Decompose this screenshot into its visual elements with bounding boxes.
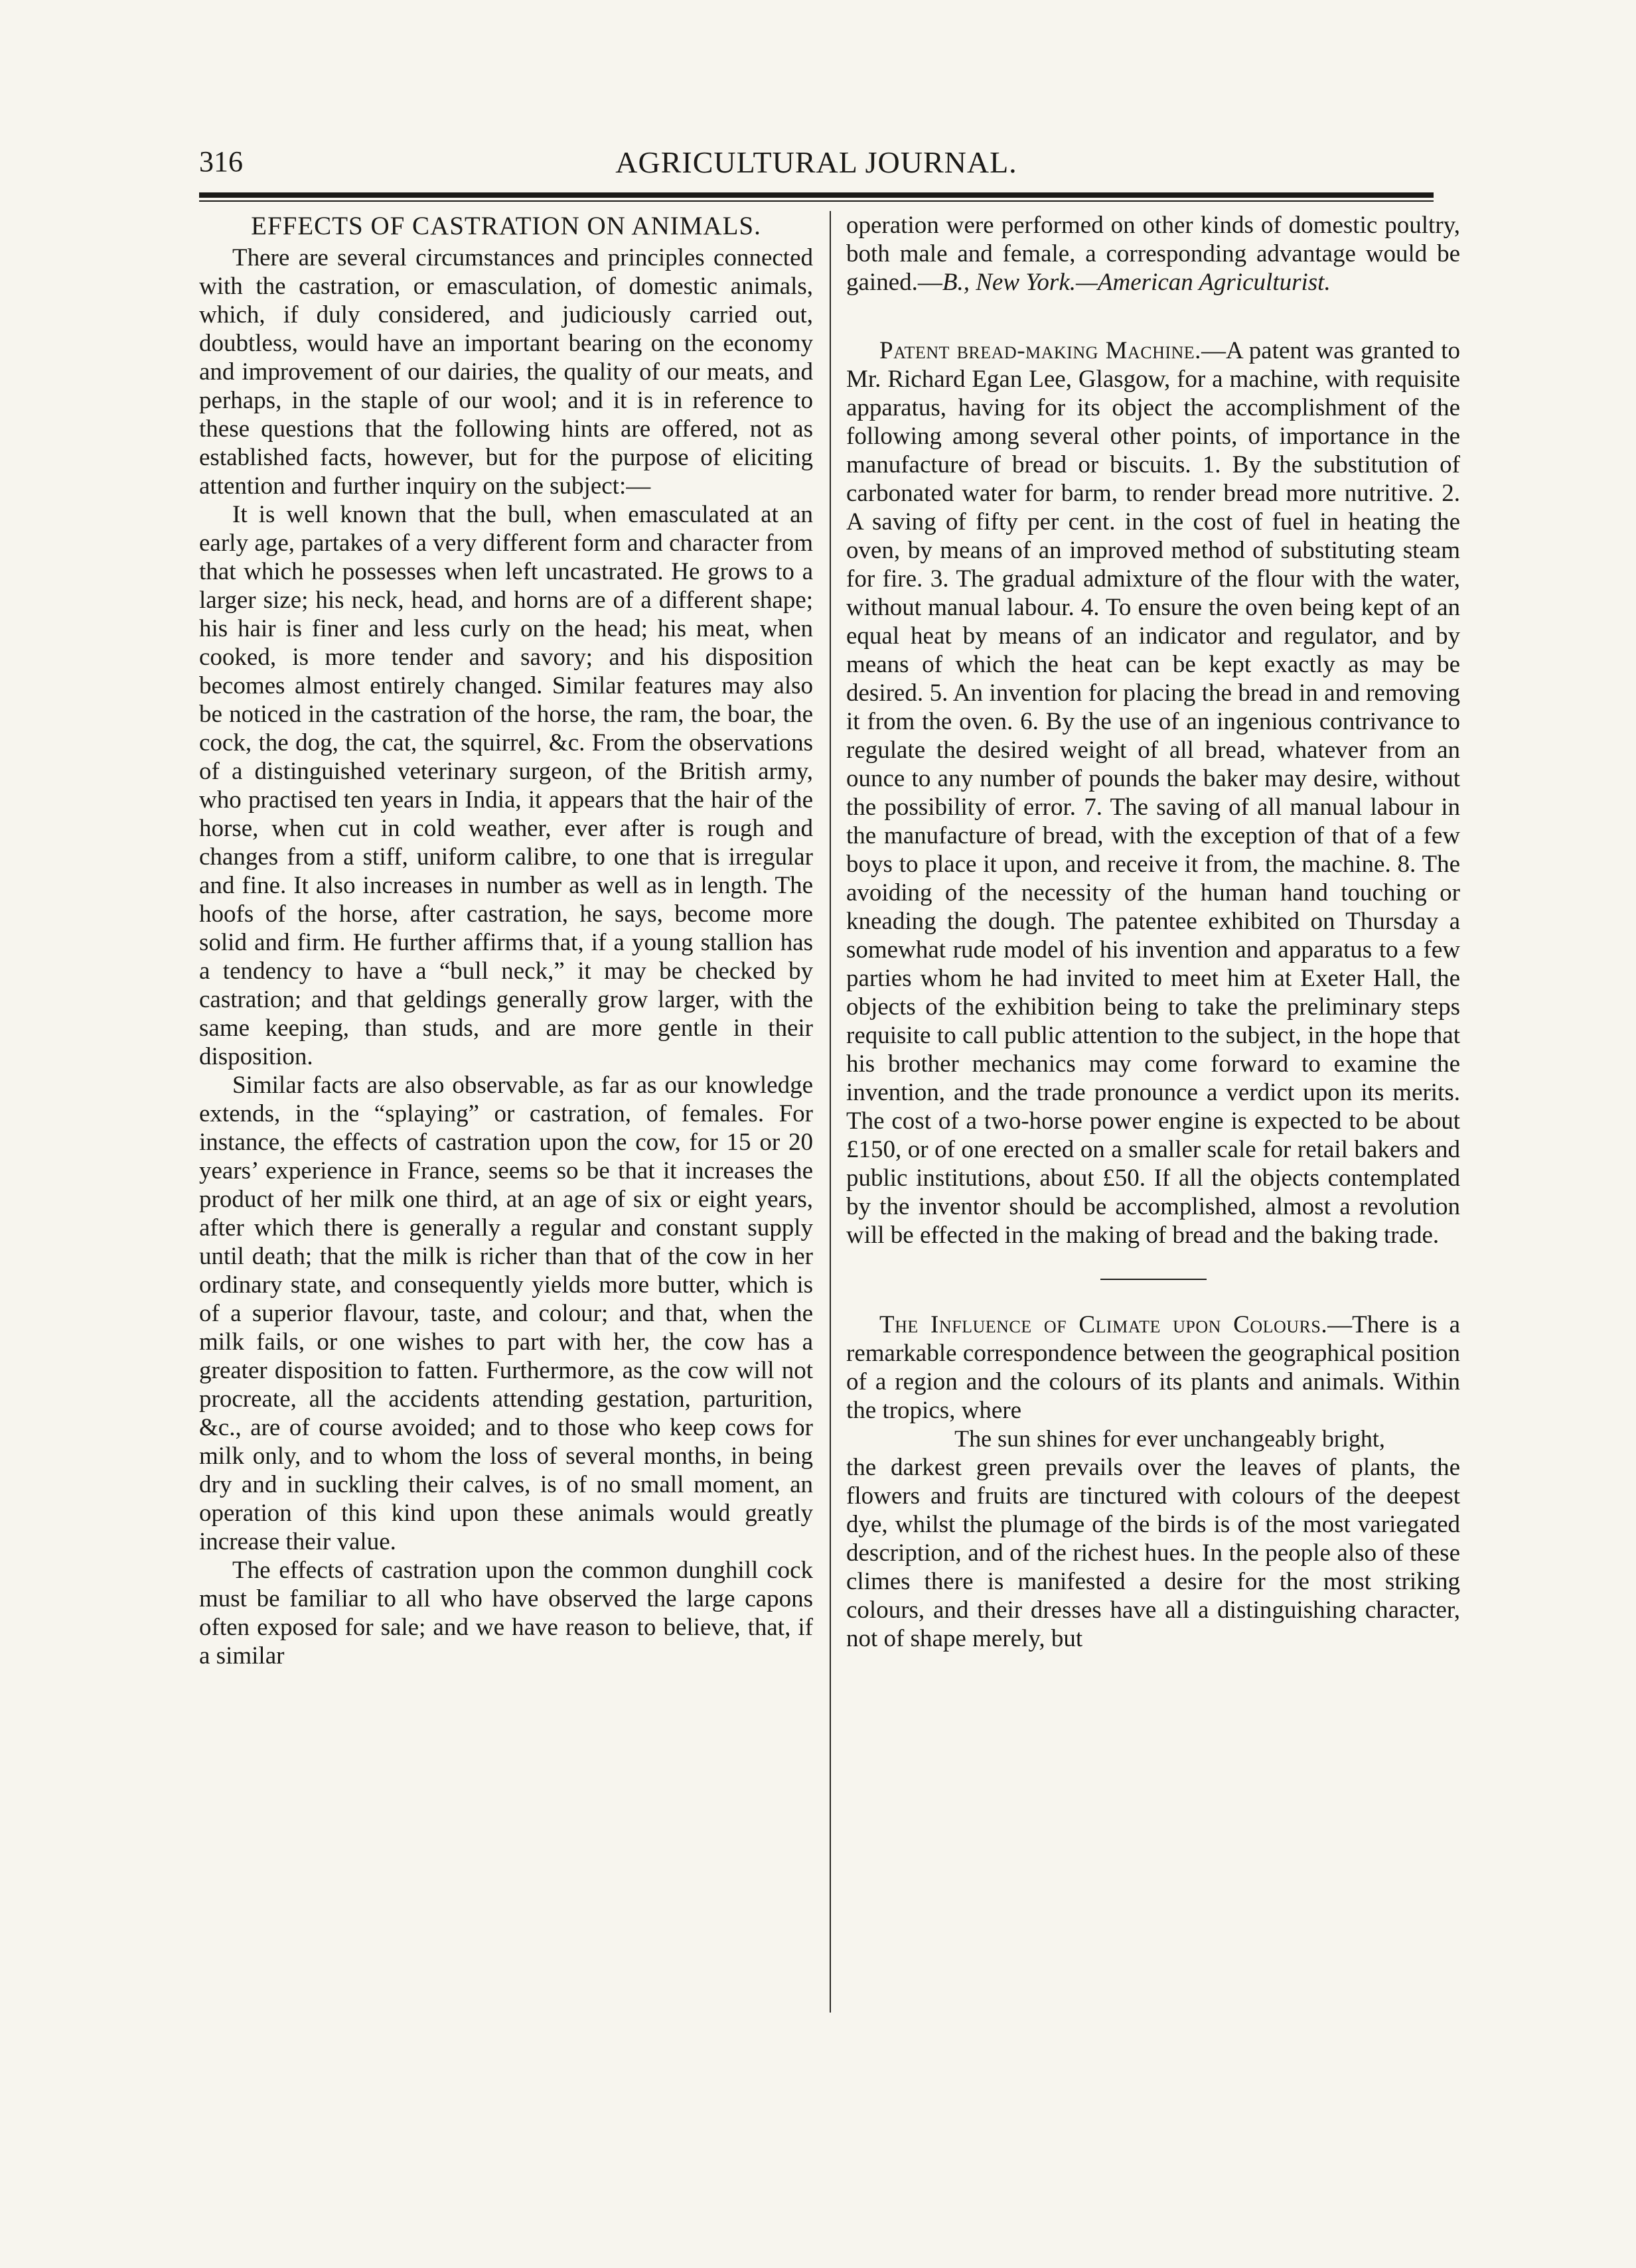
climate-body-2: the darkest green prevails over the leaves of plants, the flowers and fruits are tinctured with colours of the deepest dye, whilst the plumage of the birds is of the most variegated description, and of the richest hues. In the people also of these climes there is manifested a desire for the most striking colours, and their dresses have all a distinguishing character, not of shape merely, but <box>846 1454 1460 1652</box>
header-rule-thick <box>199 192 1434 198</box>
bread-heading: Patent bread-making Machine. <box>879 337 1201 364</box>
climate-verse: The sun shines for ever unchangeably bright, <box>954 1425 1385 1452</box>
left-column <box>199 211 813 2016</box>
castration-paragraph-2: It is well known that the bull, when emasculated at an early age, partakes of a very different form and character from that which he possesses when left uncastrated. He grows to a larger size; his neck, head, and horns are of a different shape; his hair is finer and less curly on the head; his meat, when cooked, is more tender and savory; and his disposition becomes almost entirely changed. Similar features may also be noticed in the castration of the horse, the ram, the boar, the cock, the dog, the cat, the squirrel, &c. From the observations of a distinguished veterinary surgeon, of the British army, who practised ten years in India, it appears that the hair of the horse, when cut in cold weather, ever after is rough and changes from a stiff, uniform calibre, to one that is irregular and fine. It also increases in number as well as in length. The hoofs of the horse, after castration, he says, become more solid and firm. He further affirms that, if a young stallion has a tendency to have a “bull neck,” it may be checked by castration; and that geldings generally grow larger, with the same keeping, than studs, and are more gentle in their disposition. <box>199 501 813 1070</box>
climate-heading: The Influence of Climate upon Colours. <box>879 1311 1328 1338</box>
page-header <box>199 145 1434 184</box>
running-title: AGRICULTURAL JOURNAL. <box>615 145 1017 179</box>
castration-paragraph-4: The effects of castration upon the common dunghill cock must be familiar to all who have observed the large capons often exposed for sale; and we have reason to believe, that, if a similar <box>199 1557 813 1669</box>
bread-body: —A patent was granted to Mr. Richard Egan Lee, Glasgow, for a machine, with requisite apparatus, having for its object the accomplishment of the following among several other points, of importance in the manufacture of bread or biscuits. 1. By the substitution of carbonated water for barm, to render bread more nutritive. 2. A saving of fifty per cent. in the cost of fuel in heating the oven, by means of an improved method of substituting steam for fire. 3. The gradual admixture of the flour with the water, without manual labour. 4. To ensure the oven being kept of an equal heat by means of an indicator and regulator, and by means of which the heat can be kept exactly as may be desired. 5. An invention for placing the bread in and removing it from the oven. 6. By the use of an ingenious contrivance to regulate the desired weight of all bread, whatever from an ounce to any number of pounds the baker may desire, without the possibility of error. 7. The saving of all manual labour in the manufacture of bread, with the exception of that of a few boys to place it upon, and receive it from, the machine. 8. The avoiding of the necessity of the human hand touching or kneading the dough. The patentee exhibited on Thursday a somewhat rude model of his invention and apparatus to a few parties whom he had invited to meet him at Exeter Hall, the objects of the exhibition being to take the preliminary steps requisite to call public attention to the subject, in the hope that his brother mechanics may come forward to examine the invention, and the trade pronounce a verdict upon its merits. The cost of a two-horse power engine is expected to be about £150, or of one erected on a smaller scale for retail bakers and public institutions, about £50. If all the objects contemplated by the inventor should be accomplished, almost a revolution will be effected in the making of bread and the baking trade. <box>846 337 1460 1249</box>
castration-continued-text: operation were performed on other kinds of domestic poultry, both male and female, a corresponding advantage would be gained.— <box>846 212 1460 296</box>
right-column <box>846 211 1460 2016</box>
climate-article <box>846 1311 1460 1425</box>
header-rule-thin <box>199 200 1434 202</box>
section-rule-2 <box>1100 1279 1207 1280</box>
castration-paragraph-3: Similar facts are also observable, as far as our knowledge extends, in the “splaying” or castration, of females. For instance, the effects of castration upon the cow, for 15 or 20 years’ experience in France, seems so be that it increases the product of her milk one third, at an age of six or eight years, after which there is generally a regular and constant supply until death; that the milk is richer than that of the cow in her ordinary state, and consequently yields more butter, which is of a superior flavour, taste, and colour; and that, when the milk fails, or one wishes to part with her, the cow has a greater disposition to fatten. Furthermore, as the cow will not procreate, all the accidents attending gestation, parturition, &c., are of course avoided; and to those who keep cows for milk only, and to whom the loss of several months, in being dry and in suckling their calves, is of no small moment, an operation of this kind upon these animals would greatly increase their value. <box>199 1072 813 1555</box>
article-title-castration: EFFECTS OF CASTRATION ON ANIMALS. <box>251 212 761 240</box>
castration-paragraph-1: There are several circumstances and principles connected with the castration, or emasculation, of domestic animals, which, if duly considered, and judiciously carried out, doubtless, would have an important bearing on the economy and improvement of our dairies, the quality of our meats, and perhaps, in the staple of our wool; and it is in reference to these questions that the following hints are offered, not as established facts, however, but for the purpose of eliciting attention and further inquiry on the subject:— <box>199 244 813 500</box>
column-divider <box>830 211 831 2013</box>
page-number: 316 <box>199 145 243 178</box>
climate-body-1: —There is a remarkable correspondence between the geographical position of a region and the colours of its plants and animals. Within the tropics, where <box>846 1311 1460 1424</box>
castration-paragraph-continued <box>846 211 1460 297</box>
castration-signature: B., New York.—American Agriculturist. <box>942 269 1331 296</box>
bread-article <box>846 336 1460 1249</box>
